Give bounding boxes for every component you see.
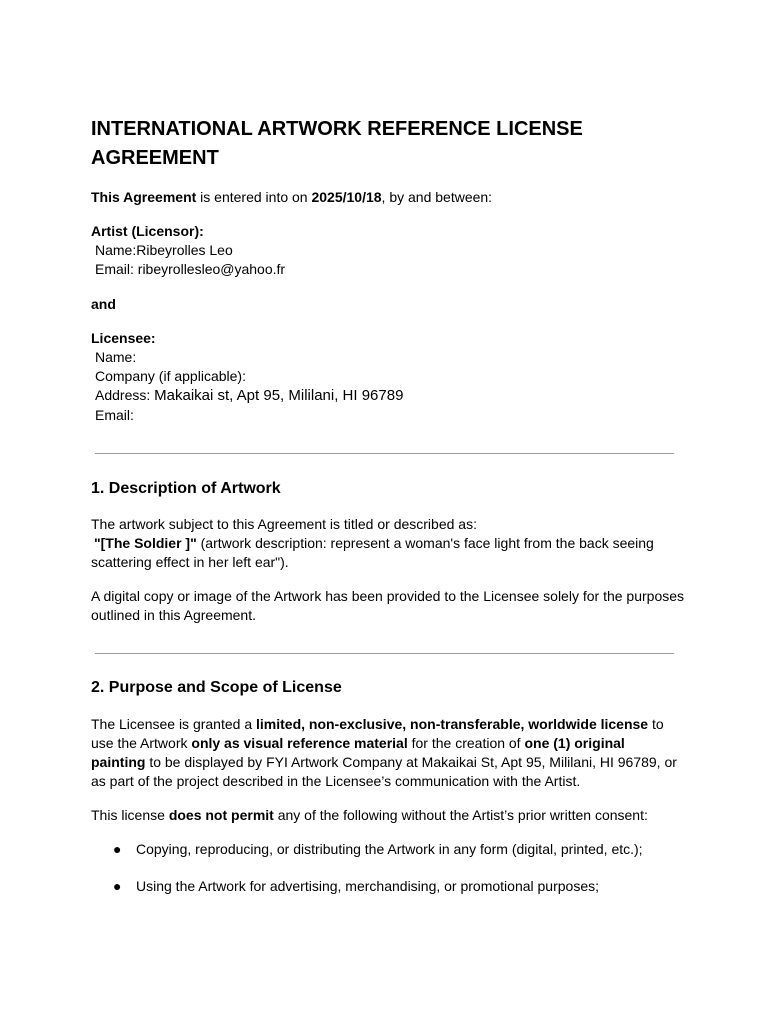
licensee-address	[91, 386, 403, 406]
section-divider	[95, 453, 674, 454]
artist-heading: Artist (Licensor):	[91, 223, 204, 239]
list-item-text: Copying, reproducing, or distributing the Artwork in any form (digital, printed, etc.);	[136, 841, 643, 857]
address-value: Makaikai st, Apt 95, Mililani, HI 96789	[154, 387, 404, 404]
section1-p1-line1: The artwork subject to this Agreement is titled or described as:	[91, 516, 477, 532]
artist-email: Email: ribeyrollesleo@yahoo.fr	[95, 261, 286, 277]
section1-heading: 1. Description of Artwork	[91, 480, 281, 497]
section2-p1: The Licensee is granted a limited, non-exclusive, non-transferable, worldwide license to use the Artwork only as visual reference material for the creation of one (1) original painting to be displayed by FYI Artwork Company at Makaikai St, Apt 95, Mililani, HI 96789, or as part of the project described in the Licensee’s communication with the Artist.	[91, 716, 677, 789]
licensee-email: Email:	[95, 407, 134, 423]
document-title: INTERNATIONAL ARTWORK REFERENCE LICENSE AGREEMENT	[91, 118, 583, 169]
intro-date: 2025/10/18	[311, 189, 382, 205]
licensee-name: Name:	[95, 349, 137, 365]
artwork-title: "[The Soldier ]"	[94, 535, 197, 551]
section2-heading: 2. Purpose and Scope of License	[91, 679, 342, 696]
artist-name: Name:Ribeyrolles Leo	[95, 242, 233, 258]
intro-line	[91, 188, 492, 207]
section2-p2: This license does not permit any of the following without the Artist’s prior written consent:	[91, 807, 648, 823]
section1-p2: A digital copy or image of the Artwork has been provided to the Licensee solely for the purposes outlined in this Agreement.	[91, 588, 685, 623]
list-item-text: Using the Artwork for advertising, merchandising, or promotional purposes;	[136, 878, 599, 894]
licensee-company: Company (if applicable):	[95, 368, 246, 384]
address-label: Address:	[95, 387, 155, 403]
section1-p1-line3: scattering effect in her left ear").	[91, 554, 289, 570]
section1-p1-line2	[94, 534, 654, 553]
intro-lead: This Agreement	[91, 189, 197, 205]
licensee-heading: Licensee:	[91, 330, 156, 346]
section-divider	[95, 653, 674, 654]
bullet-icon: ●	[113, 878, 122, 894]
artwork-description: (artwork description: represent a woman's face light from the back seeing	[196, 535, 654, 551]
intro-mid: is entered into on	[196, 189, 312, 205]
and-label: and	[91, 296, 116, 312]
intro-tail: , by and between:	[381, 189, 493, 205]
bullet-icon: ●	[113, 841, 122, 857]
